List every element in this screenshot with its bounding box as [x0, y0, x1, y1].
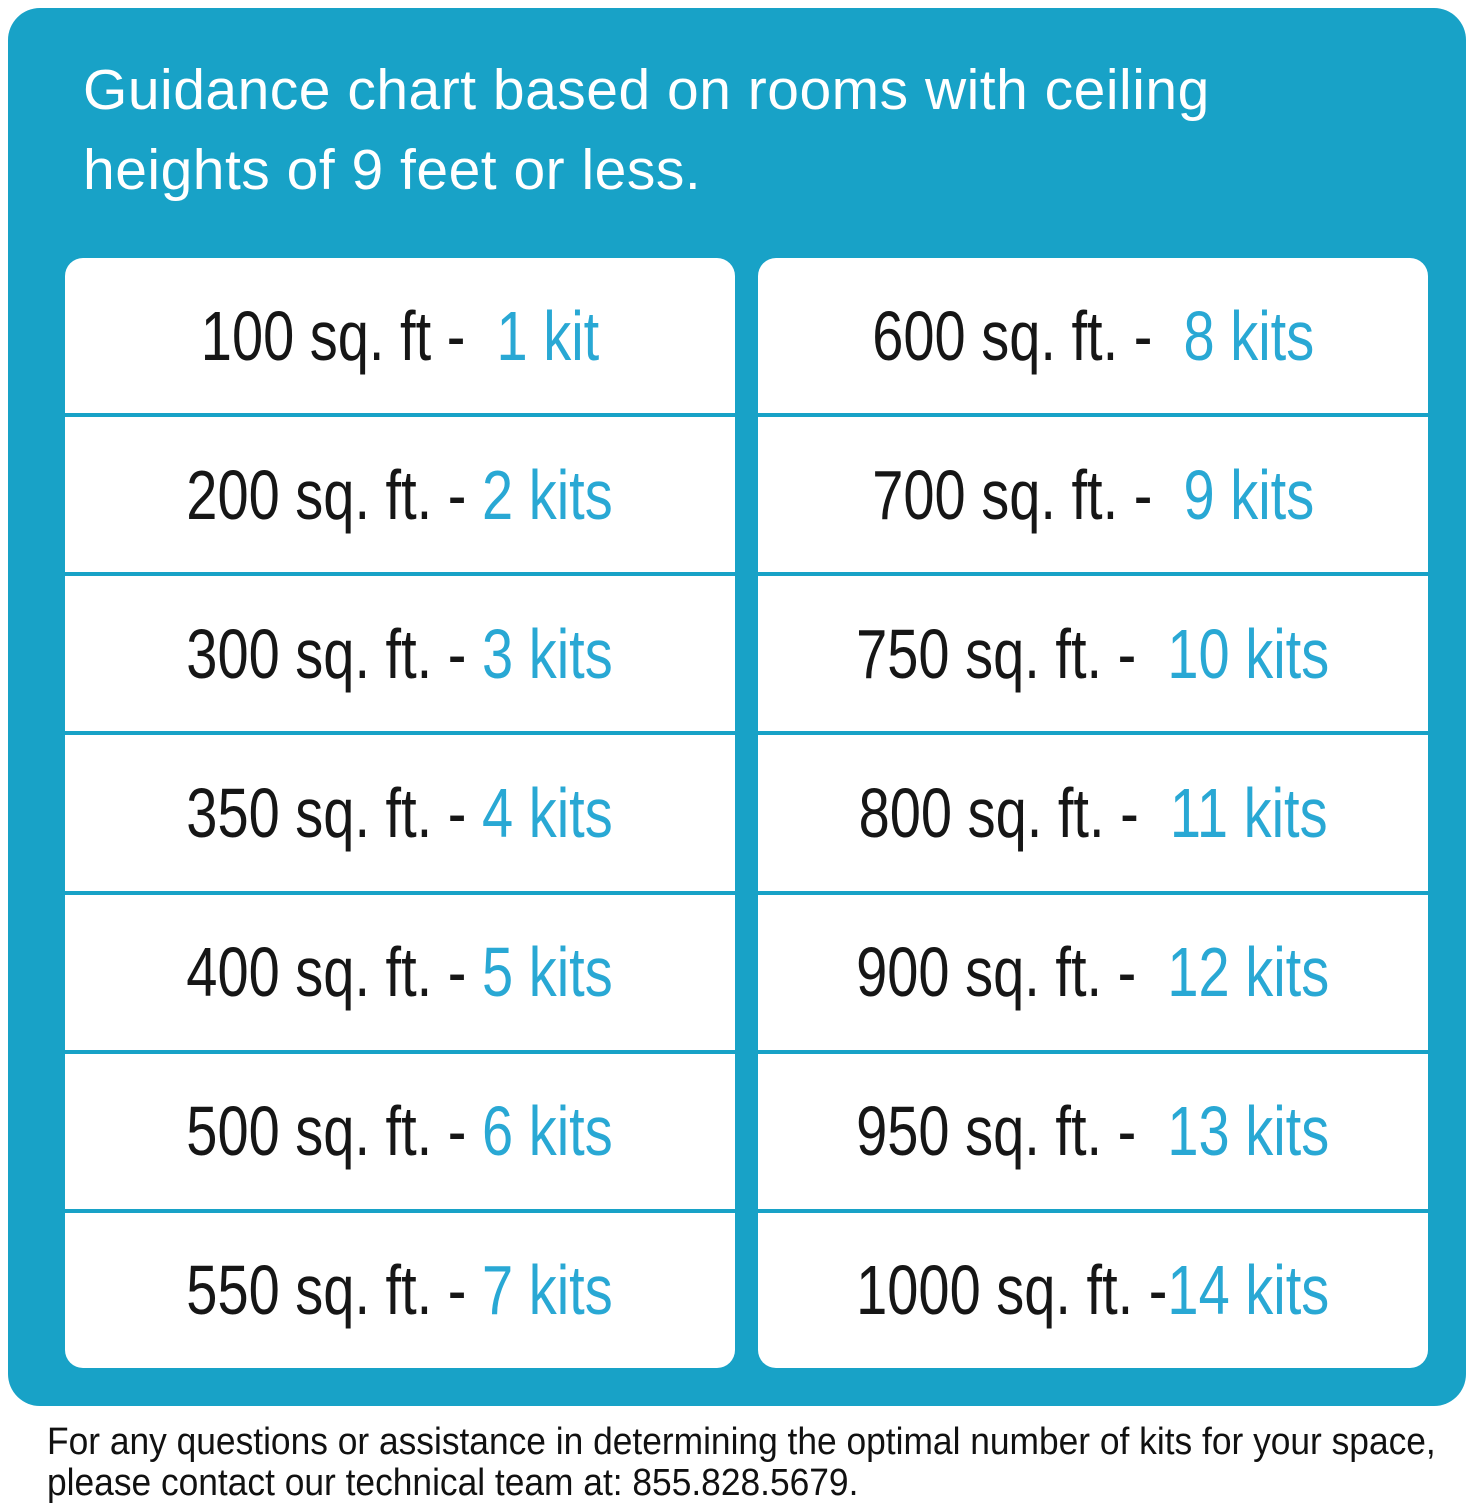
kits-value: 6 kits — [482, 1092, 614, 1171]
kits-value: 3 kits — [482, 614, 614, 693]
row-text — [187, 1250, 613, 1330]
kits-value: 2 kits — [482, 455, 614, 534]
area-label: 600 sq. ft. - — [872, 296, 1168, 375]
area-label: 300 sq. ft. - — [186, 614, 483, 693]
row-text — [856, 1250, 1329, 1330]
row-text — [856, 932, 1329, 1012]
area-label: 1000 sq. ft. - — [856, 1251, 1168, 1330]
kits-value: 14 kits — [1167, 1251, 1330, 1330]
table-row — [65, 1213, 735, 1368]
row-text — [856, 614, 1329, 694]
row-text — [872, 296, 1314, 376]
table-row — [65, 258, 735, 417]
kits-value: 13 kits — [1152, 1092, 1330, 1171]
row-text — [187, 614, 613, 694]
table-row — [758, 417, 1428, 576]
kits-value: 1 kit — [480, 296, 600, 375]
table-row — [65, 576, 735, 735]
kits-table-left-column — [65, 258, 735, 1368]
area-label: 800 sq. ft. - — [858, 773, 1155, 852]
area-label: 200 sq. ft. - — [186, 455, 483, 534]
area-label: 900 sq. ft. - — [856, 933, 1153, 1012]
guidance-panel — [8, 8, 1466, 1406]
area-label: 750 sq. ft. - — [856, 614, 1153, 693]
page-title-line1: Guidance chart based on rooms with ceiling — [83, 58, 1210, 122]
area-label: 350 sq. ft. - — [186, 773, 483, 852]
kits-value: 8 kits — [1167, 296, 1314, 375]
row-text — [187, 455, 613, 535]
row-text — [872, 455, 1314, 535]
row-text — [187, 932, 613, 1012]
kits-value: 4 kits — [482, 773, 614, 852]
table-row — [65, 735, 735, 894]
table-row — [758, 258, 1428, 417]
table-row — [758, 1054, 1428, 1213]
table-row — [758, 1213, 1428, 1368]
area-label: 700 sq. ft. - — [872, 455, 1168, 534]
page-title — [83, 50, 1423, 210]
area-label: 100 sq. ft - — [200, 296, 481, 375]
area-label: 950 sq. ft. - — [856, 1092, 1153, 1171]
footer-note-line1: For any questions or assistance in determining the optimal number of kits for your space, — [47, 1421, 1436, 1463]
row-text — [859, 773, 1328, 853]
kits-value: 12 kits — [1152, 933, 1330, 1012]
kits-value: 10 kits — [1152, 614, 1330, 693]
kits-value: 7 kits — [482, 1251, 614, 1330]
kits-value: 9 kits — [1167, 455, 1314, 534]
table-row — [65, 417, 735, 576]
row-text — [187, 773, 613, 853]
footer-note — [47, 1422, 1442, 1504]
table-row — [65, 1054, 735, 1213]
row-text — [187, 1091, 613, 1171]
area-label: 400 sq. ft. - — [186, 933, 483, 1012]
footer-note-line2: please contact our technical team at: 855.828.5679. — [47, 1462, 859, 1504]
kits-table-right-column — [758, 258, 1428, 1368]
kits-value: 11 kits — [1154, 773, 1328, 852]
area-label: 550 sq. ft. - — [186, 1251, 483, 1330]
table-row — [758, 576, 1428, 735]
area-label: 500 sq. ft. - — [186, 1092, 483, 1171]
row-text — [856, 1091, 1329, 1171]
row-text — [201, 296, 599, 376]
page-title-line2: heights of 9 feet or less. — [83, 138, 702, 202]
table-row — [758, 735, 1428, 894]
kits-value: 5 kits — [482, 933, 614, 1012]
table-row — [65, 895, 735, 1054]
table-row — [758, 895, 1428, 1054]
